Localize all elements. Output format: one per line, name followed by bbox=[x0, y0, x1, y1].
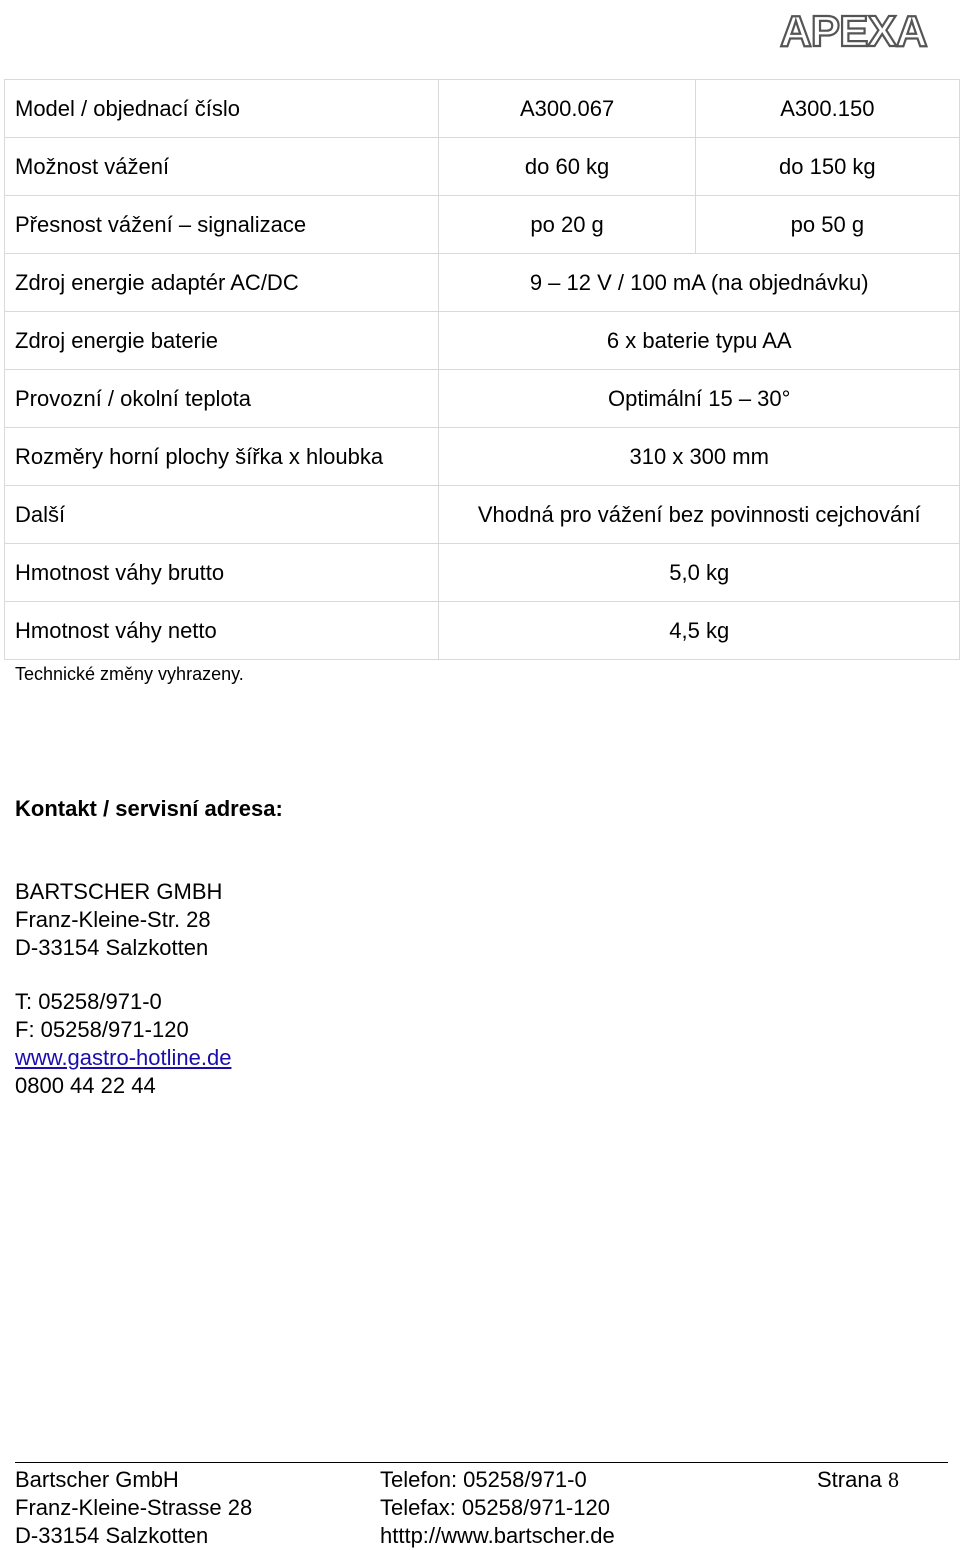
page-number: 8 bbox=[887, 1467, 899, 1492]
footer-fax: Telefax: 05258/971-120 bbox=[380, 1495, 610, 1520]
table-row bbox=[5, 370, 960, 428]
spec-label: Možnost vážení bbox=[5, 138, 439, 196]
spec-value: po 20 g bbox=[439, 196, 695, 254]
spec-value: do 150 kg bbox=[695, 138, 959, 196]
fax-number: F: 05258/971-120 bbox=[15, 1017, 189, 1042]
contact-address bbox=[15, 878, 222, 962]
spec-value: do 60 kg bbox=[439, 138, 695, 196]
website-link[interactable]: www.gastro-hotline.de bbox=[15, 1045, 232, 1070]
table-row bbox=[5, 138, 960, 196]
street-address: Franz-Kleine-Str. 28 bbox=[15, 907, 211, 932]
phone-number: T: 05258/971-0 bbox=[15, 989, 162, 1014]
contact-details bbox=[15, 988, 231, 1100]
spec-label: Hmotnost váhy brutto bbox=[5, 544, 439, 602]
spec-label: Přesnost vážení – signalizace bbox=[5, 196, 439, 254]
footer-contact bbox=[380, 1466, 615, 1550]
spec-value: 4,5 kg bbox=[439, 602, 960, 660]
footer-page bbox=[817, 1466, 899, 1494]
table-row bbox=[5, 428, 960, 486]
apexa-logo-text: APEXA bbox=[780, 7, 927, 54]
apexa-logo-graphic bbox=[778, 4, 938, 54]
company-name: BARTSCHER GMBH bbox=[15, 879, 223, 904]
spec-value: po 50 g bbox=[695, 196, 959, 254]
footer-company bbox=[15, 1466, 252, 1550]
spec-label: Zdroj energie adaptér AC/DC bbox=[5, 254, 439, 312]
spec-value: A300.150 bbox=[695, 80, 959, 138]
spec-value: A300.067 bbox=[439, 80, 695, 138]
spec-label: Provozní / okolní teplota bbox=[5, 370, 439, 428]
table-row bbox=[5, 196, 960, 254]
hotline-number: 0800 44 22 44 bbox=[15, 1073, 156, 1098]
table-row bbox=[5, 254, 960, 312]
spec-value: 9 – 12 V / 100 mA (na objednávku) bbox=[439, 254, 960, 312]
table-row bbox=[5, 602, 960, 660]
spec-value: 6 x baterie typu AA bbox=[439, 312, 960, 370]
spec-label: Model / objednací číslo bbox=[5, 80, 439, 138]
footer-phone: Telefon: 05258/971-0 bbox=[380, 1467, 587, 1492]
footer-website: htttp://www.bartscher.de bbox=[380, 1523, 615, 1548]
spec-value: 310 x 300 mm bbox=[439, 428, 960, 486]
footer-city: D-33154 Salzkotten bbox=[15, 1523, 209, 1548]
specifications-table bbox=[4, 79, 960, 660]
spec-label: Rozměry horní plochy šířka x hloubka bbox=[5, 428, 439, 486]
spec-value: 5,0 kg bbox=[439, 544, 960, 602]
table-row bbox=[5, 544, 960, 602]
footer-divider bbox=[15, 1462, 948, 1463]
spec-label: Hmotnost váhy netto bbox=[5, 602, 439, 660]
apexa-logo bbox=[778, 4, 938, 54]
contact-heading: Kontakt / servisní adresa: bbox=[15, 796, 283, 821]
table-row bbox=[5, 80, 960, 138]
spec-value: Optimální 15 – 30° bbox=[439, 370, 960, 428]
table-row bbox=[5, 312, 960, 370]
footer-company-name: Bartscher GmbH bbox=[15, 1467, 179, 1492]
page-label: Strana bbox=[817, 1467, 882, 1492]
spec-label: Zdroj energie baterie bbox=[5, 312, 439, 370]
spec-label: Další bbox=[5, 486, 439, 544]
table-row bbox=[5, 486, 960, 544]
technical-changes-note: Technické změny vyhrazeny. bbox=[15, 664, 244, 684]
footer-street: Franz-Kleine-Strasse 28 bbox=[15, 1495, 253, 1520]
city-address: D-33154 Salzkotten bbox=[15, 935, 209, 960]
spec-value: Vhodná pro vážení bez povinnosti cejchování bbox=[439, 486, 960, 544]
